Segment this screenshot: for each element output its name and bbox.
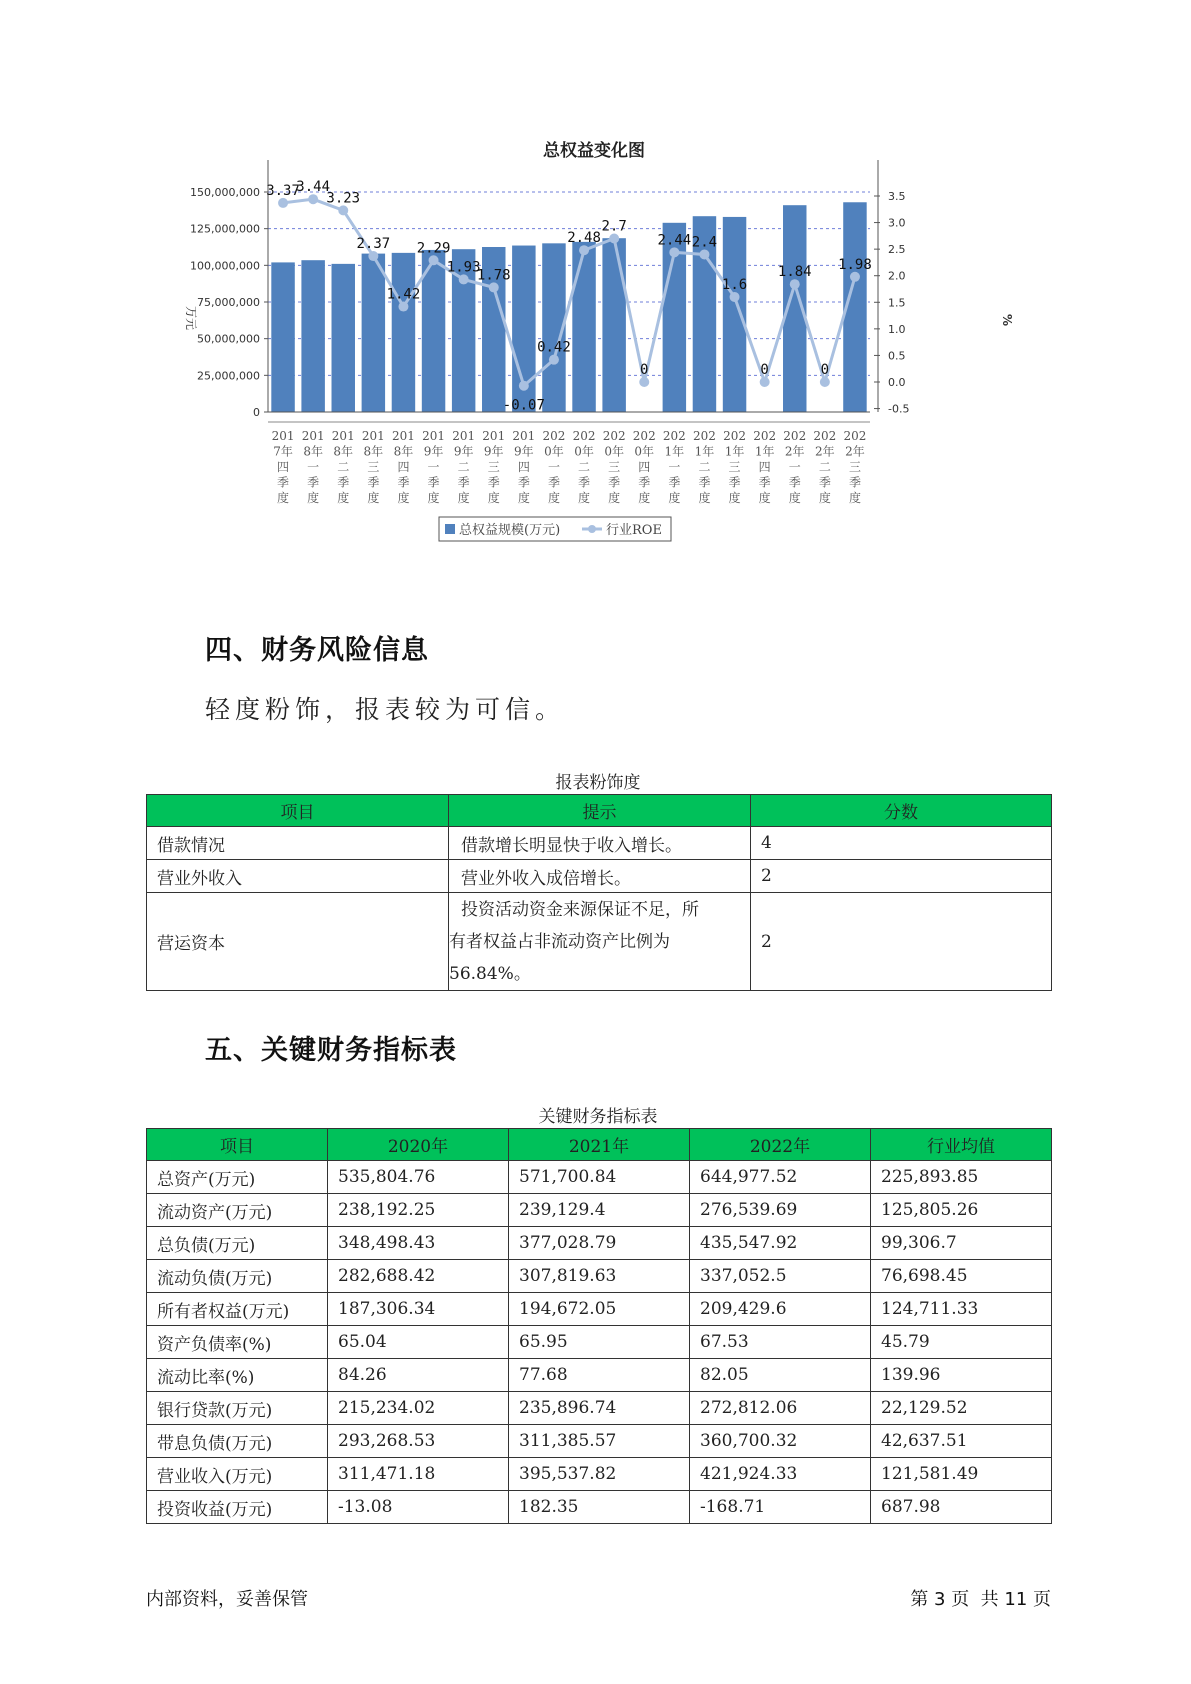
x-tick-label: 二 (457, 460, 470, 474)
x-tick-label: 季 (608, 475, 621, 490)
roe-point (459, 274, 469, 284)
risk-score: 2 (751, 860, 1052, 893)
kf-value: 435,547.92 (690, 1227, 871, 1260)
roe-data-label: 0 (760, 362, 769, 378)
roe-data-label: 2.29 (416, 240, 451, 257)
kf-value: -168.71 (690, 1491, 871, 1524)
roe-data-label: 2.48 (567, 230, 601, 247)
y-right-tick-label: 3.0 (888, 216, 906, 230)
x-tick-label: 度 (638, 491, 651, 505)
x-tick-label: 一 (307, 460, 320, 474)
total-equity-chart (150, 120, 1014, 590)
x-tick-label: 1年 (694, 444, 715, 459)
x-tick-label: 度 (758, 491, 771, 505)
risk-item: 营运资本 (147, 893, 449, 991)
x-tick-label: 季 (848, 475, 861, 490)
x-tick-label: 季 (367, 475, 380, 490)
x-tick-label: 季 (818, 475, 831, 490)
x-tick-label: 度 (367, 491, 380, 505)
x-tick-label: 度 (788, 491, 801, 505)
kf-value: 182.35 (509, 1491, 690, 1524)
x-tick-label: 202 (723, 429, 747, 443)
risk-hint: 借款增长明显快于收入增长。 (449, 827, 751, 860)
x-tick-label: 202 (662, 429, 686, 443)
x-tick-label: 度 (397, 491, 410, 505)
kf-value: -13.08 (328, 1491, 509, 1524)
kf-value: 22,129.52 (871, 1392, 1052, 1425)
roe-point (609, 234, 619, 244)
kf-value: 125,805.26 (871, 1194, 1052, 1227)
x-tick-label: 二 (698, 460, 711, 474)
table-row (147, 860, 1052, 893)
kf-item: 流动比率(%) (147, 1359, 328, 1392)
x-tick-label: 8年 (333, 444, 354, 459)
risk-header-item: 项目 (147, 795, 449, 827)
table-row (147, 1293, 1052, 1326)
x-tick-label: 度 (728, 491, 741, 505)
legend-line-label: 行业ROE (606, 523, 662, 538)
kf-item: 营业收入(万元) (147, 1458, 328, 1491)
x-tick-label: 202 (843, 429, 867, 443)
roe-point (639, 377, 649, 387)
roe-point (398, 302, 408, 312)
equity-bar (301, 260, 324, 412)
roe-data-label: 3.37 (266, 182, 300, 199)
legend-bar-swatch (445, 524, 455, 534)
x-tick-label: 201 (512, 429, 536, 443)
table-row (147, 827, 1052, 860)
chart-title: 总权益变化图 (543, 141, 645, 160)
kf-value: 65.95 (509, 1326, 690, 1359)
kf-value: 644,977.52 (690, 1161, 871, 1194)
table-row (147, 1359, 1052, 1392)
roe-data-label: 1.42 (386, 286, 421, 303)
risk-hint-line: 投资活动资金来源保证不足，所 (461, 899, 699, 920)
x-tick-label: 201 (422, 429, 446, 443)
x-tick-label: 度 (277, 491, 290, 505)
table-row (147, 1260, 1052, 1293)
x-tick-label: 度 (547, 491, 560, 505)
roe-data-label: 1.98 (838, 256, 872, 273)
x-tick-label: 202 (692, 429, 716, 443)
x-tick-label: 度 (578, 491, 591, 505)
roe-data-label: 2.37 (356, 236, 391, 253)
x-tick-label: 四 (517, 460, 530, 474)
table-row (147, 893, 1052, 991)
risk-item: 营业外收入 (147, 860, 449, 893)
x-tick-label: 0年 (634, 444, 655, 459)
kf-value: 121,581.49 (871, 1458, 1052, 1491)
x-tick-label: 0年 (604, 444, 624, 459)
x-tick-label: 季 (547, 475, 560, 490)
x-tick-label: 四 (277, 460, 290, 474)
roe-point (368, 251, 378, 261)
kf-value: 687.98 (871, 1491, 1052, 1524)
x-tick-label: 季 (728, 475, 741, 490)
y-left-tick-label: 150,000,000 (190, 186, 260, 199)
kf-value: 99,306.7 (871, 1227, 1052, 1260)
roe-point (308, 194, 318, 204)
x-tick-label: 一 (427, 460, 440, 474)
y-left-tick-label: 0 (253, 406, 260, 419)
roe-point (549, 355, 559, 365)
x-tick-label: 9年 (514, 444, 534, 459)
kf-value: 225,893.85 (871, 1161, 1052, 1194)
x-tick-label: 度 (698, 491, 711, 505)
x-tick-label: 度 (517, 491, 530, 505)
x-tick-label: 度 (608, 491, 621, 505)
kf-value: 239,129.4 (509, 1194, 690, 1227)
risk-hint (449, 893, 751, 991)
roe-point (820, 377, 830, 387)
section4-summary: 轻度粉饰，报表较为可信。 (205, 695, 566, 724)
y-axis-right-label: % (1000, 313, 1014, 327)
x-tick-label: 201 (361, 429, 385, 443)
footer-confidential-note: 内部资料，妥善保管 (146, 1589, 308, 1610)
risk-table (146, 794, 1052, 991)
kf-value: 82.05 (690, 1359, 871, 1392)
x-tick-label: 一 (788, 460, 801, 474)
kf-table-caption: 关键财务指标表 (538, 1107, 658, 1127)
kf-value: 571,700.84 (509, 1161, 690, 1194)
kf-item: 资产负债率(%) (147, 1326, 328, 1359)
roe-data-label: 1.84 (777, 264, 812, 281)
kf-value: 377,028.79 (509, 1227, 690, 1260)
kf-value: 235,896.74 (509, 1392, 690, 1425)
equity-bar (332, 264, 355, 412)
y-right-tick-label: 1.5 (888, 296, 906, 310)
x-tick-label: 四 (638, 460, 651, 474)
y-left-tick-label: 100,000,000 (190, 259, 260, 273)
kf-value: 421,924.33 (690, 1458, 871, 1491)
kf-value: 65.04 (328, 1326, 509, 1359)
table-row (147, 1194, 1052, 1227)
y-right-tick-label: 3.5 (888, 190, 906, 203)
x-tick-label: 202 (542, 429, 566, 443)
x-tick-label: 三 (608, 460, 621, 474)
kf-value: 360,700.32 (690, 1425, 871, 1458)
y-right-tick-label: 2.5 (888, 243, 906, 257)
kf-value: 124,711.33 (871, 1293, 1052, 1326)
risk-hint-line: 56.84%。 (449, 963, 531, 984)
table-row (147, 1425, 1052, 1458)
x-tick-label: 0年 (544, 444, 564, 459)
x-tick-label: 7年 (273, 444, 293, 459)
x-tick-label: 季 (788, 475, 801, 490)
x-tick-label: 季 (487, 475, 500, 490)
kf-value: 139.96 (871, 1359, 1052, 1392)
roe-point (730, 292, 740, 302)
kf-value: 194,672.05 (509, 1293, 690, 1326)
x-tick-label: 二 (337, 460, 350, 474)
roe-data-label: 0 (820, 362, 830, 378)
roe-point (850, 272, 860, 282)
x-tick-label: 2年 (784, 444, 805, 459)
x-tick-label: 0年 (574, 444, 594, 459)
legend-bar-label: 总权益规模(万元) (459, 523, 561, 538)
table-row (147, 1458, 1052, 1491)
risk-score: 2 (751, 893, 1052, 991)
equity-bar (392, 253, 415, 412)
y-left-tick-label: 125,000,000 (190, 222, 260, 236)
roe-data-label: 1.93 (446, 259, 481, 276)
x-tick-label: 9年 (483, 444, 504, 459)
x-tick-label: 季 (427, 475, 440, 490)
x-tick-label: 202 (753, 429, 777, 443)
roe-point (579, 245, 589, 255)
x-tick-label: 201 (301, 429, 325, 443)
table-row (147, 1392, 1052, 1425)
kf-item: 总资产(万元) (147, 1161, 328, 1194)
equity-bar (271, 262, 294, 412)
risk-header-score: 分数 (751, 795, 1052, 827)
x-tick-label: 度 (427, 491, 440, 505)
x-tick-label: 度 (487, 491, 500, 505)
roe-point (699, 249, 709, 259)
roe-data-label: 0.42 (537, 339, 571, 356)
x-tick-label: 202 (572, 429, 596, 443)
equity-bar (723, 217, 746, 412)
kf-header: 2021年 (509, 1129, 690, 1161)
roe-data-label: 3.23 (326, 190, 361, 207)
kf-value: 77.68 (509, 1359, 690, 1392)
kf-item: 带息负债(万元) (147, 1425, 328, 1458)
x-tick-label: 度 (818, 491, 831, 505)
x-tick-label: 季 (397, 475, 410, 490)
y-left-tick-label: 25,000,000 (197, 369, 260, 383)
kf-value: 272,812.06 (690, 1392, 871, 1425)
x-tick-label: 季 (758, 475, 771, 490)
x-tick-label: 三 (848, 460, 861, 474)
x-tick-label: 202 (813, 429, 837, 443)
x-tick-label: 9年 (423, 444, 444, 459)
y-left-tick-label: 75,000,000 (197, 296, 260, 309)
kf-value: 337,052.5 (690, 1260, 871, 1293)
roe-point (489, 282, 499, 292)
x-tick-label: 一 (547, 460, 560, 474)
roe-data-label: 1.78 (476, 267, 511, 284)
y-right-tick-label: -0.5 (888, 402, 910, 416)
x-tick-label: 三 (728, 460, 741, 474)
roe-data-label: 2.7 (601, 218, 627, 235)
x-tick-label: 1年 (724, 444, 745, 459)
x-tick-label: 9年 (453, 444, 474, 459)
table-row (147, 1227, 1052, 1260)
roe-data-label: -0.07 (502, 397, 545, 414)
y-axis-left-label: 万元 (184, 305, 198, 331)
section5-heading: 五、关键财务指标表 (205, 1035, 457, 1066)
key-financial-table (146, 1128, 1052, 1524)
kf-item: 所有者权益(万元) (147, 1293, 328, 1326)
x-tick-label: 8年 (393, 444, 414, 459)
roe-point (429, 255, 439, 265)
kf-item: 流动资产(万元) (147, 1194, 328, 1227)
x-tick-label: 201 (331, 429, 355, 443)
kf-value: 45.79 (871, 1326, 1052, 1359)
x-tick-label: 季 (578, 475, 591, 490)
kf-item: 投资收益(万元) (147, 1491, 328, 1524)
roe-point (669, 247, 679, 257)
x-tick-label: 三 (487, 460, 500, 474)
x-tick-label: 季 (698, 475, 711, 490)
x-tick-label: 度 (337, 491, 350, 505)
x-tick-label: 度 (848, 491, 861, 505)
x-tick-label: 三 (367, 460, 380, 474)
kf-header: 项目 (147, 1129, 328, 1161)
x-tick-label: 201 (482, 429, 506, 443)
risk-score: 4 (751, 827, 1052, 860)
roe-data-label: 2.44 (657, 232, 692, 249)
footer-page-number: 第 3 页 共 11 页 (910, 1589, 1051, 1610)
kf-header: 2020年 (328, 1129, 509, 1161)
x-tick-label: 季 (277, 475, 290, 490)
kf-item: 总负债(万元) (147, 1227, 328, 1260)
x-tick-label: 201 (452, 429, 476, 443)
kf-value: 535,804.76 (328, 1161, 509, 1194)
x-tick-label: 201 (391, 429, 415, 443)
equity-bar (362, 254, 385, 412)
y-right-tick-label: 0.0 (888, 376, 906, 389)
x-tick-label: 2年 (845, 444, 865, 459)
x-tick-label: 季 (668, 475, 681, 490)
x-tick-label: 度 (307, 491, 320, 505)
kf-value: 215,234.02 (328, 1392, 509, 1425)
roe-data-label: 0 (640, 362, 649, 378)
x-tick-label: 二 (578, 460, 591, 474)
kf-value: 76,698.45 (871, 1260, 1052, 1293)
y-left-tick-label: 50,000,000 (197, 332, 260, 346)
kf-value: 293,268.53 (328, 1425, 509, 1458)
x-tick-label: 度 (668, 491, 681, 505)
roe-point (790, 279, 800, 289)
roe-data-label: 3.44 (296, 179, 331, 196)
y-right-tick-label: 2.0 (888, 269, 906, 283)
risk-hint: 营业外收入成倍增长。 (449, 860, 751, 893)
x-tick-label: 一 (668, 460, 681, 474)
x-tick-label: 四 (397, 460, 410, 474)
section4-heading: 四、财务风险信息 (205, 635, 429, 666)
kf-item: 流动负债(万元) (147, 1260, 328, 1293)
kf-value: 84.26 (328, 1359, 509, 1392)
x-tick-label: 1年 (754, 444, 775, 459)
kf-value: 311,471.18 (328, 1458, 509, 1491)
kf-value: 311,385.57 (509, 1425, 690, 1458)
legend-line-marker (588, 525, 596, 533)
x-tick-label: 201 (271, 429, 295, 443)
x-tick-label: 8年 (303, 444, 323, 459)
x-tick-label: 四 (758, 460, 771, 474)
x-tick-label: 8年 (363, 444, 384, 459)
x-tick-label: 202 (783, 429, 807, 443)
x-tick-label: 202 (632, 429, 656, 443)
kf-value: 209,429.6 (690, 1293, 871, 1326)
roe-data-label: 1.6 (721, 276, 748, 293)
kf-value: 395,537.82 (509, 1458, 690, 1491)
kf-value: 348,498.43 (328, 1227, 509, 1260)
x-tick-label: 季 (307, 475, 320, 490)
kf-header: 行业均值 (871, 1129, 1052, 1161)
x-tick-label: 季 (638, 475, 651, 490)
kf-value: 187,306.34 (328, 1293, 509, 1326)
risk-header-hint: 提示 (449, 795, 751, 827)
equity-bar (572, 242, 595, 412)
roe-point (338, 205, 348, 215)
roe-point (278, 198, 288, 208)
kf-value: 67.53 (690, 1326, 871, 1359)
y-right-tick-label: 0.5 (888, 349, 906, 363)
kf-value: 307,819.63 (509, 1260, 690, 1293)
x-tick-label: 季 (457, 475, 470, 490)
x-tick-label: 季 (517, 475, 530, 490)
x-tick-label: 202 (602, 429, 626, 443)
y-right-tick-label: 1.0 (888, 322, 906, 336)
x-tick-label: 季 (337, 475, 350, 490)
risk-item: 借款情况 (147, 827, 449, 860)
roe-point (519, 381, 529, 391)
kf-value: 42,637.51 (871, 1425, 1052, 1458)
table-row (147, 1326, 1052, 1359)
kf-item: 银行贷款(万元) (147, 1392, 328, 1425)
chart-legend (439, 517, 671, 541)
risk-table-caption: 报表粉饰度 (555, 773, 641, 793)
kf-header: 2022年 (690, 1129, 871, 1161)
x-tick-label: 二 (818, 460, 831, 474)
kf-value: 282,688.42 (328, 1260, 509, 1293)
kf-value: 276,539.69 (690, 1194, 871, 1227)
table-row (147, 1161, 1052, 1194)
x-tick-label: 2年 (815, 444, 835, 459)
x-tick-label: 度 (457, 491, 470, 505)
equity-bar (602, 238, 625, 412)
roe-point (760, 377, 770, 387)
kf-value: 238,192.25 (328, 1194, 509, 1227)
risk-hint-line: 有者权益占非流动资产比例为 (449, 931, 670, 952)
x-tick-label: 1年 (664, 444, 685, 459)
table-row (147, 1491, 1052, 1524)
roe-data-label: 2.4 (691, 234, 718, 251)
